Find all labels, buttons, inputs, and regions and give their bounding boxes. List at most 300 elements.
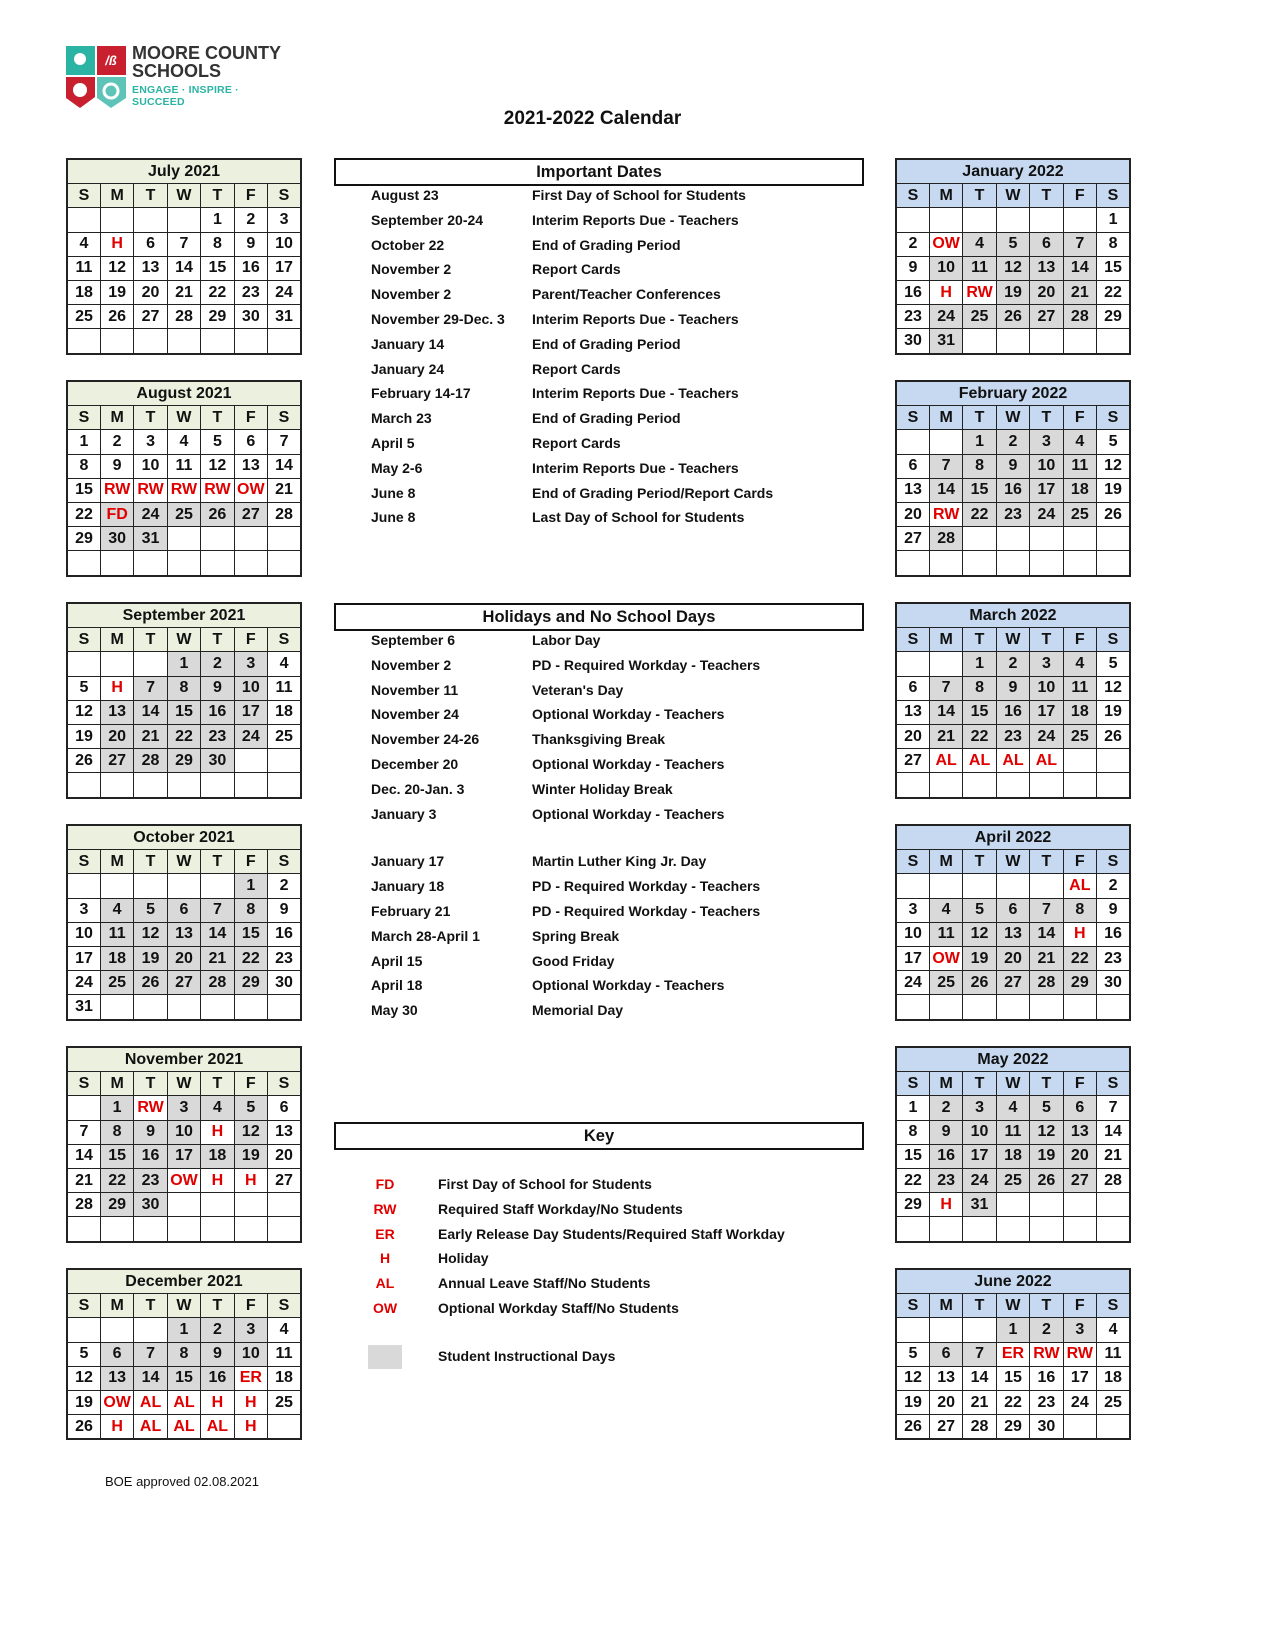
day-cell: 18	[1097, 1366, 1130, 1390]
day-cell: 24	[1030, 724, 1063, 748]
day-cell: 13	[896, 700, 929, 724]
day-cell: 22	[896, 1168, 929, 1192]
day-cell: 24	[1063, 1390, 1096, 1414]
day-cell: FD	[100, 502, 133, 526]
empty-day-cell	[1030, 995, 1063, 1020]
day-cell: 20	[896, 502, 929, 526]
empty-day-cell	[1030, 329, 1063, 354]
event: End of Grading Period/Report Cards	[532, 484, 774, 501]
weekday-header: W	[996, 406, 1029, 430]
empty-day-cell	[234, 551, 267, 576]
day-cell: 10	[67, 922, 100, 946]
day-cell: 4	[167, 430, 200, 454]
weekday-header: S	[67, 406, 100, 430]
day-cell: 28	[1097, 1168, 1130, 1192]
day-cell: 20	[100, 724, 133, 748]
day-cell: 10	[234, 1342, 267, 1366]
empty-day-cell	[1097, 1193, 1130, 1217]
week-row	[67, 527, 301, 551]
empty-day-cell	[1097, 527, 1130, 551]
month-title: October 2021	[67, 825, 301, 850]
weekday-header: F	[1063, 1294, 1096, 1318]
weekday-header: M	[100, 628, 133, 652]
day-cell: H	[201, 1168, 234, 1192]
empty-day-cell	[1030, 208, 1063, 232]
day-cell: 16	[1097, 922, 1130, 946]
day-cell: 25	[929, 971, 962, 995]
empty-day-cell	[100, 208, 133, 232]
day-cell: 1	[963, 652, 996, 676]
empty-day-cell	[996, 1193, 1029, 1217]
month-title: January 2022	[896, 159, 1130, 184]
day-cell: 15	[234, 922, 267, 946]
weekday-header: S	[67, 1294, 100, 1318]
day-cell: 22	[234, 946, 267, 970]
empty-day-cell	[963, 527, 996, 551]
day-cell: 22	[167, 724, 200, 748]
week-row	[896, 995, 1130, 1020]
empty-day-cell	[896, 773, 929, 798]
day-cell: 8	[167, 1342, 200, 1366]
day-cell: OW	[929, 232, 962, 256]
week-row	[896, 874, 1130, 898]
empty-day-cell	[1063, 749, 1096, 773]
empty-day-cell	[896, 995, 929, 1020]
empty-day-cell	[1063, 208, 1096, 232]
month-calendar	[895, 602, 1131, 799]
week-row	[896, 1217, 1130, 1242]
day-cell: 26	[67, 749, 100, 773]
day-cell: 6	[1030, 232, 1063, 256]
day-cell: 14	[167, 256, 200, 280]
empty-day-cell	[167, 874, 200, 898]
empty-day-cell	[234, 995, 267, 1020]
day-cell: 5	[234, 1096, 267, 1120]
day-cell: 14	[268, 454, 301, 478]
event: Optional Workday - Teachers	[532, 706, 725, 723]
key-code: RW	[373, 1200, 397, 1217]
week-row	[896, 946, 1130, 970]
day-cell: 26	[1097, 724, 1130, 748]
day-cell: 3	[234, 652, 267, 676]
weekday-header: F	[234, 406, 267, 430]
day-cell: 2	[929, 1096, 962, 1120]
key-label: Holiday	[438, 1250, 489, 1267]
day-cell: 30	[1030, 1415, 1063, 1440]
day-cell: 18	[201, 1144, 234, 1168]
weekday-header: S	[896, 850, 929, 874]
empty-day-cell	[67, 1318, 100, 1342]
day-cell: 1	[996, 1318, 1029, 1342]
logo-tagline: ENGAGE · INSPIRE · SUCCEED	[132, 84, 239, 108]
event: Interim Reports Due - Teachers	[532, 385, 739, 402]
day-cell: 12	[100, 256, 133, 280]
day-cell: 6	[167, 898, 200, 922]
day-cell: 22	[963, 724, 996, 748]
day-cell: 11	[167, 454, 200, 478]
day-cell: 17	[1030, 478, 1063, 502]
week-row	[67, 1318, 301, 1342]
weekday-header: F	[1063, 628, 1096, 652]
week-row	[67, 724, 301, 748]
day-cell: 16	[234, 256, 267, 280]
weekday-header: T	[1030, 1294, 1063, 1318]
day-cell: 7	[67, 1120, 100, 1144]
empty-day-cell	[234, 773, 267, 798]
day-cell: 31	[963, 1193, 996, 1217]
week-row	[67, 1390, 301, 1414]
day-cell: 28	[1063, 305, 1096, 329]
weekday-header: F	[234, 1294, 267, 1318]
empty-day-cell	[996, 773, 1029, 798]
day-cell: 18	[996, 1144, 1029, 1168]
week-row	[896, 280, 1130, 304]
day-cell: 24	[67, 971, 100, 995]
week-row	[896, 922, 1130, 946]
week-row	[67, 1120, 301, 1144]
empty-day-cell	[134, 1318, 167, 1342]
date: November 24-26	[371, 731, 480, 748]
empty-day-cell	[234, 1217, 267, 1242]
day-cell: 8	[100, 1120, 133, 1144]
event: Report Cards	[532, 360, 621, 377]
weekday-header: W	[167, 406, 200, 430]
day-cell: 6	[268, 1096, 301, 1120]
empty-day-cell	[234, 749, 267, 773]
weekday-header: T	[963, 850, 996, 874]
day-cell: 11	[963, 256, 996, 280]
week-row	[896, 329, 1130, 354]
day-cell: 29	[234, 971, 267, 995]
week-row	[896, 700, 1130, 724]
day-cell: RW	[134, 1096, 167, 1120]
day-cell: 15	[67, 478, 100, 502]
empty-day-cell	[1097, 773, 1130, 798]
day-cell: 16	[1030, 1366, 1063, 1390]
day-cell: 31	[268, 305, 301, 329]
week-row	[67, 454, 301, 478]
day-cell: 23	[1097, 946, 1130, 970]
day-cell: 7	[963, 1342, 996, 1366]
day-cell: 26	[201, 502, 234, 526]
week-row	[67, 1217, 301, 1242]
day-cell: 13	[100, 1366, 133, 1390]
day-cell: 23	[234, 280, 267, 304]
empty-day-cell	[134, 995, 167, 1020]
event: Martin Luther King Jr. Day	[532, 853, 707, 870]
empty-day-cell	[134, 551, 167, 576]
day-cell: 12	[996, 256, 1029, 280]
date: May 30	[371, 1002, 418, 1019]
empty-day-cell	[167, 208, 200, 232]
day-cell: 21	[963, 1390, 996, 1414]
day-cell: 9	[896, 256, 929, 280]
empty-day-cell	[996, 1217, 1029, 1242]
day-cell: 28	[201, 971, 234, 995]
day-cell: 1	[67, 430, 100, 454]
day-cell: 3	[1030, 430, 1063, 454]
day-cell: AL	[167, 1415, 200, 1440]
key-code: OW	[372, 1300, 398, 1316]
week-row	[67, 502, 301, 526]
day-cell: 25	[996, 1168, 1029, 1192]
month-calendar	[895, 158, 1131, 355]
weekday-header: S	[1097, 406, 1130, 430]
day-cell: H	[234, 1390, 267, 1414]
day-cell: 30	[100, 527, 133, 551]
event: End of Grading Period	[532, 410, 681, 427]
empty-day-cell	[929, 874, 962, 898]
day-cell: 22	[67, 502, 100, 526]
day-cell: 10	[896, 922, 929, 946]
weekday-header: T	[134, 1294, 167, 1318]
date: January 3	[371, 805, 437, 822]
week-row	[67, 749, 301, 773]
day-cell: 17	[67, 946, 100, 970]
week-row	[896, 1168, 1130, 1192]
week-row	[67, 773, 301, 798]
empty-day-cell	[201, 1217, 234, 1242]
date: January 18	[371, 878, 445, 895]
day-cell: 23	[929, 1168, 962, 1192]
week-row	[896, 1096, 1130, 1120]
day-cell: 27	[100, 749, 133, 773]
day-cell: RW	[100, 478, 133, 502]
date: January 24	[371, 360, 445, 377]
day-cell: 10	[929, 256, 962, 280]
week-row	[67, 478, 301, 502]
weekday-header: F	[1063, 406, 1096, 430]
week-row	[67, 551, 301, 576]
day-cell: H	[100, 676, 133, 700]
week-row	[896, 551, 1130, 576]
day-cell: 15	[1097, 256, 1130, 280]
day-cell: 19	[234, 1144, 267, 1168]
page-title: 2021-2022 Calendar	[503, 108, 682, 129]
month-title: September 2021	[67, 603, 301, 628]
day-cell: 28	[67, 1193, 100, 1217]
day-cell: AL	[996, 749, 1029, 773]
day-cell: 16	[201, 700, 234, 724]
weekday-header: M	[100, 406, 133, 430]
day-cell: 4	[1097, 1318, 1130, 1342]
day-cell: 1	[963, 430, 996, 454]
day-cell: 16	[929, 1144, 962, 1168]
day-cell: 5	[1097, 430, 1130, 454]
day-cell: 18	[1063, 700, 1096, 724]
day-cell: 11	[1063, 454, 1096, 478]
day-cell: 2	[896, 232, 929, 256]
day-cell: 2	[100, 430, 133, 454]
day-cell: 23	[996, 502, 1029, 526]
date: April 18	[371, 977, 423, 994]
day-cell: 14	[929, 700, 962, 724]
weekday-header: W	[996, 1072, 1029, 1096]
day-cell: 12	[896, 1366, 929, 1390]
day-cell: 25	[1063, 502, 1096, 526]
day-cell: 19	[996, 280, 1029, 304]
day-cell: 23	[1030, 1390, 1063, 1414]
day-cell: 1	[896, 1096, 929, 1120]
day-cell: 11	[929, 922, 962, 946]
date: March 23	[371, 410, 432, 427]
week-row	[896, 898, 1130, 922]
week-row	[67, 1168, 301, 1192]
empty-day-cell	[268, 749, 301, 773]
empty-day-cell	[100, 1217, 133, 1242]
day-cell: 3	[234, 1318, 267, 1342]
day-cell: 19	[963, 946, 996, 970]
day-cell: AL	[134, 1415, 167, 1440]
event: Optional Workday - Teachers	[532, 756, 725, 772]
day-cell: 27	[134, 305, 167, 329]
weekday-header: S	[1097, 628, 1130, 652]
week-row	[896, 208, 1130, 232]
day-cell: 6	[1063, 1096, 1096, 1120]
day-cell: RW	[167, 478, 200, 502]
day-cell: 11	[268, 1342, 301, 1366]
empty-day-cell	[134, 652, 167, 676]
empty-day-cell	[201, 1193, 234, 1217]
day-cell: 9	[234, 232, 267, 256]
weekday-header: M	[929, 184, 962, 208]
date: Dec. 20-Jan. 3	[371, 780, 465, 797]
day-cell: 12	[134, 922, 167, 946]
month-calendar	[895, 1268, 1131, 1440]
week-row	[896, 1120, 1130, 1144]
day-cell: 11	[100, 922, 133, 946]
empty-day-cell	[1063, 773, 1096, 798]
month-calendar	[66, 602, 302, 799]
day-cell: 27	[896, 749, 929, 773]
day-cell: 24	[896, 971, 929, 995]
day-cell: 8	[963, 454, 996, 478]
day-cell: AL	[167, 1390, 200, 1414]
day-cell: 24	[929, 305, 962, 329]
weekday-header: F	[1063, 1072, 1096, 1096]
weekday-header: T	[1030, 406, 1063, 430]
day-cell: H	[201, 1120, 234, 1144]
empty-day-cell	[896, 1217, 929, 1242]
event: Optional Workday - Teachers	[532, 805, 725, 822]
empty-day-cell	[67, 208, 100, 232]
day-cell: 30	[234, 305, 267, 329]
week-row	[896, 676, 1130, 700]
day-cell: 14	[1063, 256, 1096, 280]
empty-day-cell	[929, 652, 962, 676]
day-cell: 28	[929, 527, 962, 551]
day-cell: 7	[201, 898, 234, 922]
svg-text:/ß: /ß	[105, 53, 117, 68]
month-title: November 2021	[67, 1047, 301, 1072]
day-cell: 4	[996, 1096, 1029, 1120]
day-cell: 14	[963, 1366, 996, 1390]
day-cell: 5	[1030, 1096, 1063, 1120]
day-cell: 17	[963, 1144, 996, 1168]
day-cell: 9	[201, 1342, 234, 1366]
day-cell: 28	[167, 305, 200, 329]
week-row	[896, 430, 1130, 454]
weekday-header: T	[1030, 850, 1063, 874]
day-cell: 26	[1030, 1168, 1063, 1192]
week-row	[67, 898, 301, 922]
key-label: Required Staff Workday/No Students	[438, 1200, 683, 1217]
weekday-header: S	[268, 406, 301, 430]
day-cell: 5	[896, 1342, 929, 1366]
day-cell: 8	[1063, 898, 1096, 922]
day-cell: 21	[929, 724, 962, 748]
empty-day-cell	[929, 995, 962, 1020]
calendar-page: /ß MOORE COUNTY SCHOOLS ENGAGE · INSPIRE · SUCCEED 2021-2022 Calendar July 2021 S M T W T F S 1 2 3 4 H 6 7 8 9 10 11 12 13 14 15 16 17 18 19 20 21 22 23 24 25 26 27 28 29 30 31 August 2021 S M T W T F S 1 2 3 4 5 6 7 8 9 10 11 12 13 14 15 RW RW RW RW OW 21 22 FD 24 25 26 27 28 29 30 31 September 2021 S M T W T F S 1 2 3 4 5 H 7 8 9 10 11 12 13 14 15 16 17 18 19 20 21 22 23 24 25 26 27 28 29 30 October 2021 S M T W T F S 1 2 3 4 5 6 7 8 9 10 11 12 13 14 15 16 17 18 19 20 21 22 23 24 25 26 27 28 29 30 31 November 2021 S M T W T F S 1 RW 3 4 5 6 7 8 9 10 H 12 13 14 15 16 17 18 19 20 21 22 23 OW H H 27 28 29 30 December 2021 S M T W T F S 1 2 3 4 5 6 7 8 9 10 11 12 13 14 15 16 ER 18 19 OW AL AL H H 25 26 H AL AL AL H January 2022 S M T W T F S 1 2 OW 4 5 6 7 8 9 10 11 12 13 14 15 16 H RW 19 20 21 22 23 24 25 26 27 28 29 30 31 February 2022 S M T W T F S 1 2 3 4 5 6 7 8 9 10 11 12 13 14 15 16 17 18 19 20 RW 22 23 24 25 26 27 28 March 2022 S M T W T F S 1 2 3 4 5 6 7 8 9 10 11 12 13 14 15 16 17 18 19 20 21 22 23 24 25 26 27 AL AL AL AL April 2022 S M T W T F S AL 2 3 4 5 6 7 8 9 10 11 12 13 14 H 16 17 OW 19 20 21 22 23 24 25 26 27 28 29 30 May 2022 S M T W T F S 1 2 3 4 5 6 7 8 9 10 11 12 13 14 15 16 17 18 19 20 21 22 23 24 25 26 27 28 29 H 31 June 2022 S M T W T F S 1 2 3 4 5 6 7 ER RW RW 11 12 13 14 15 16 17 18 19 20 21 22 23 24 25 26 27 28 29 30 Important Dates August 23 First Day of School for Students September 20-24 Interim Reports Due - Teachers October 22 End of Grading Period November 2 Report Cards November 2 Parent/Teacher Conferences November 29-Dec. 3 Interim Reports Due - Teachers January 14 End of Grading Period January 24 Report Cards February 14-17 Interim Reports Due - Teachers March 23 End of Grading Period April 5 Report Cards May 2-6 Interim Reports Due - Teachers June 8 End of Grading Period/Report Cards June 8 Last Day of School for Students Holidays and No School Days September 6 Labor Day November 2 PD - Required Workday - Teachers November 11 Veteran's Day November 24 Optional Workday - Teachers November 24-26 Thanksgiving Break December 20 Optional Workday - Teachers Dec. 20-Jan. 3 Winter Holiday Break January 3 Optional Workday - Teachers January 17 Martin Luther King Jr. Day January 18 PD - Required Workday - Teachers February 21 PD - Required Workday - Teachers March 28-April 1 Spring Break April 15 Good Friday April 18 Optional Workday - Teachers May 30 Memorial Day Key FD First Day of School for Students RW Required Staff Workday/No Students ER Early Release Day Students/Required Staff Workday H Holiday AL Annual Leave Staff/No Students OW Optional Workday Staff/No Students Student Instructional Days BOE approved 02.08.2021	[0, 0, 1265, 1638]
day-cell: 3	[896, 898, 929, 922]
weekday-header: S	[896, 628, 929, 652]
empty-day-cell	[201, 527, 234, 551]
weekday-header: M	[929, 1294, 962, 1318]
empty-day-cell	[929, 773, 962, 798]
day-cell: 26	[67, 1415, 100, 1440]
key-header: Key	[334, 1122, 864, 1150]
day-cell: 1	[201, 208, 234, 232]
day-cell: 12	[67, 700, 100, 724]
day-cell: 3	[963, 1096, 996, 1120]
day-cell: 5	[201, 430, 234, 454]
weekday-header: T	[201, 406, 234, 430]
day-cell: 14	[67, 1144, 100, 1168]
day-cell: 6	[896, 454, 929, 478]
date: February 14-17	[371, 385, 471, 402]
empty-day-cell	[134, 1217, 167, 1242]
day-cell: 17	[1063, 1366, 1096, 1390]
month-title: July 2021	[67, 159, 301, 184]
week-row	[67, 1342, 301, 1366]
empty-day-cell	[268, 1193, 301, 1217]
day-cell: 10	[134, 454, 167, 478]
week-row	[896, 1318, 1130, 1342]
month-title: April 2022	[896, 825, 1130, 850]
date: February 21	[371, 903, 451, 919]
month-calendar	[66, 1046, 302, 1243]
day-cell: 19	[1097, 478, 1130, 502]
empty-day-cell	[100, 551, 133, 576]
day-cell: 19	[896, 1390, 929, 1414]
day-cell: 11	[67, 256, 100, 280]
day-cell: 1	[1097, 208, 1130, 232]
day-cell: 8	[201, 232, 234, 256]
key-code: FD	[375, 1176, 395, 1192]
day-cell: 3	[1063, 1318, 1096, 1342]
day-cell: 20	[1030, 280, 1063, 304]
day-cell: 12	[1097, 454, 1130, 478]
day-cell: 25	[67, 305, 100, 329]
weekday-header: S	[268, 1294, 301, 1318]
day-cell: 16	[896, 280, 929, 304]
date: June 8	[371, 484, 416, 501]
key-label: Annual Leave Staff/No Students	[438, 1275, 651, 1292]
day-cell: 22	[1097, 280, 1130, 304]
day-cell: 9	[996, 454, 1029, 478]
school-logo	[64, 44, 294, 110]
week-row	[67, 995, 301, 1020]
empty-day-cell	[963, 1318, 996, 1342]
weekday-header: S	[268, 850, 301, 874]
day-cell: 19	[134, 946, 167, 970]
empty-day-cell	[167, 773, 200, 798]
empty-day-cell	[167, 1193, 200, 1217]
weekday-header: W	[167, 1072, 200, 1096]
day-cell: 27	[1063, 1168, 1096, 1192]
weekday-header: F	[234, 850, 267, 874]
day-cell: 11	[268, 676, 301, 700]
